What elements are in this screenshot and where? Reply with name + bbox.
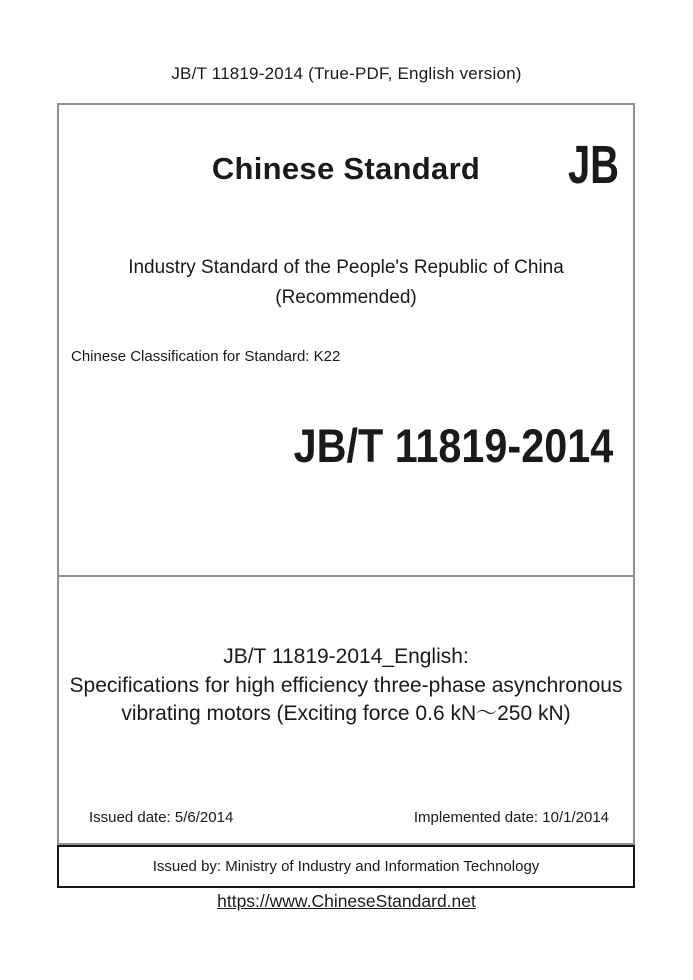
english-title-line2: Specifications for high efficiency three-phase asynchronous xyxy=(69,673,623,697)
brand-code: JB xyxy=(567,135,619,195)
page-title: JB/T 11819-2014 (True-PDF, English version) xyxy=(171,64,522,83)
standard-type-line2: (Recommended) xyxy=(275,287,417,308)
cover-box xyxy=(57,103,635,845)
implemented-date: Implemented date: 10/1/2014 xyxy=(413,809,609,826)
english-title-block xyxy=(59,643,633,729)
dates-row xyxy=(59,809,633,826)
standard-type xyxy=(59,253,633,313)
footer xyxy=(0,891,693,912)
issuer-box xyxy=(57,845,635,888)
english-title-line3: vibrating motors (Exciting force 0.6 kN～250 kN) xyxy=(121,702,571,725)
english-title-line1: JB/T 11819-2014_English: xyxy=(223,645,469,668)
standard-number: JB/T 11819-2014 xyxy=(293,419,613,472)
standard-type-line1: Industry Standard of the People's Republic of China xyxy=(128,257,564,278)
website-link[interactable]: https://www.ChineseStandard.net xyxy=(217,891,476,911)
issued-date: Issued date: 5/6/2014 xyxy=(89,809,234,826)
brand-title: Chinese Standard xyxy=(211,151,481,186)
issuer-label: Issued by: Ministry of Industry and Information Technology xyxy=(152,858,540,875)
section-divider xyxy=(58,575,634,577)
classification-label: Chinese Classification for Standard: K22 xyxy=(71,348,341,365)
